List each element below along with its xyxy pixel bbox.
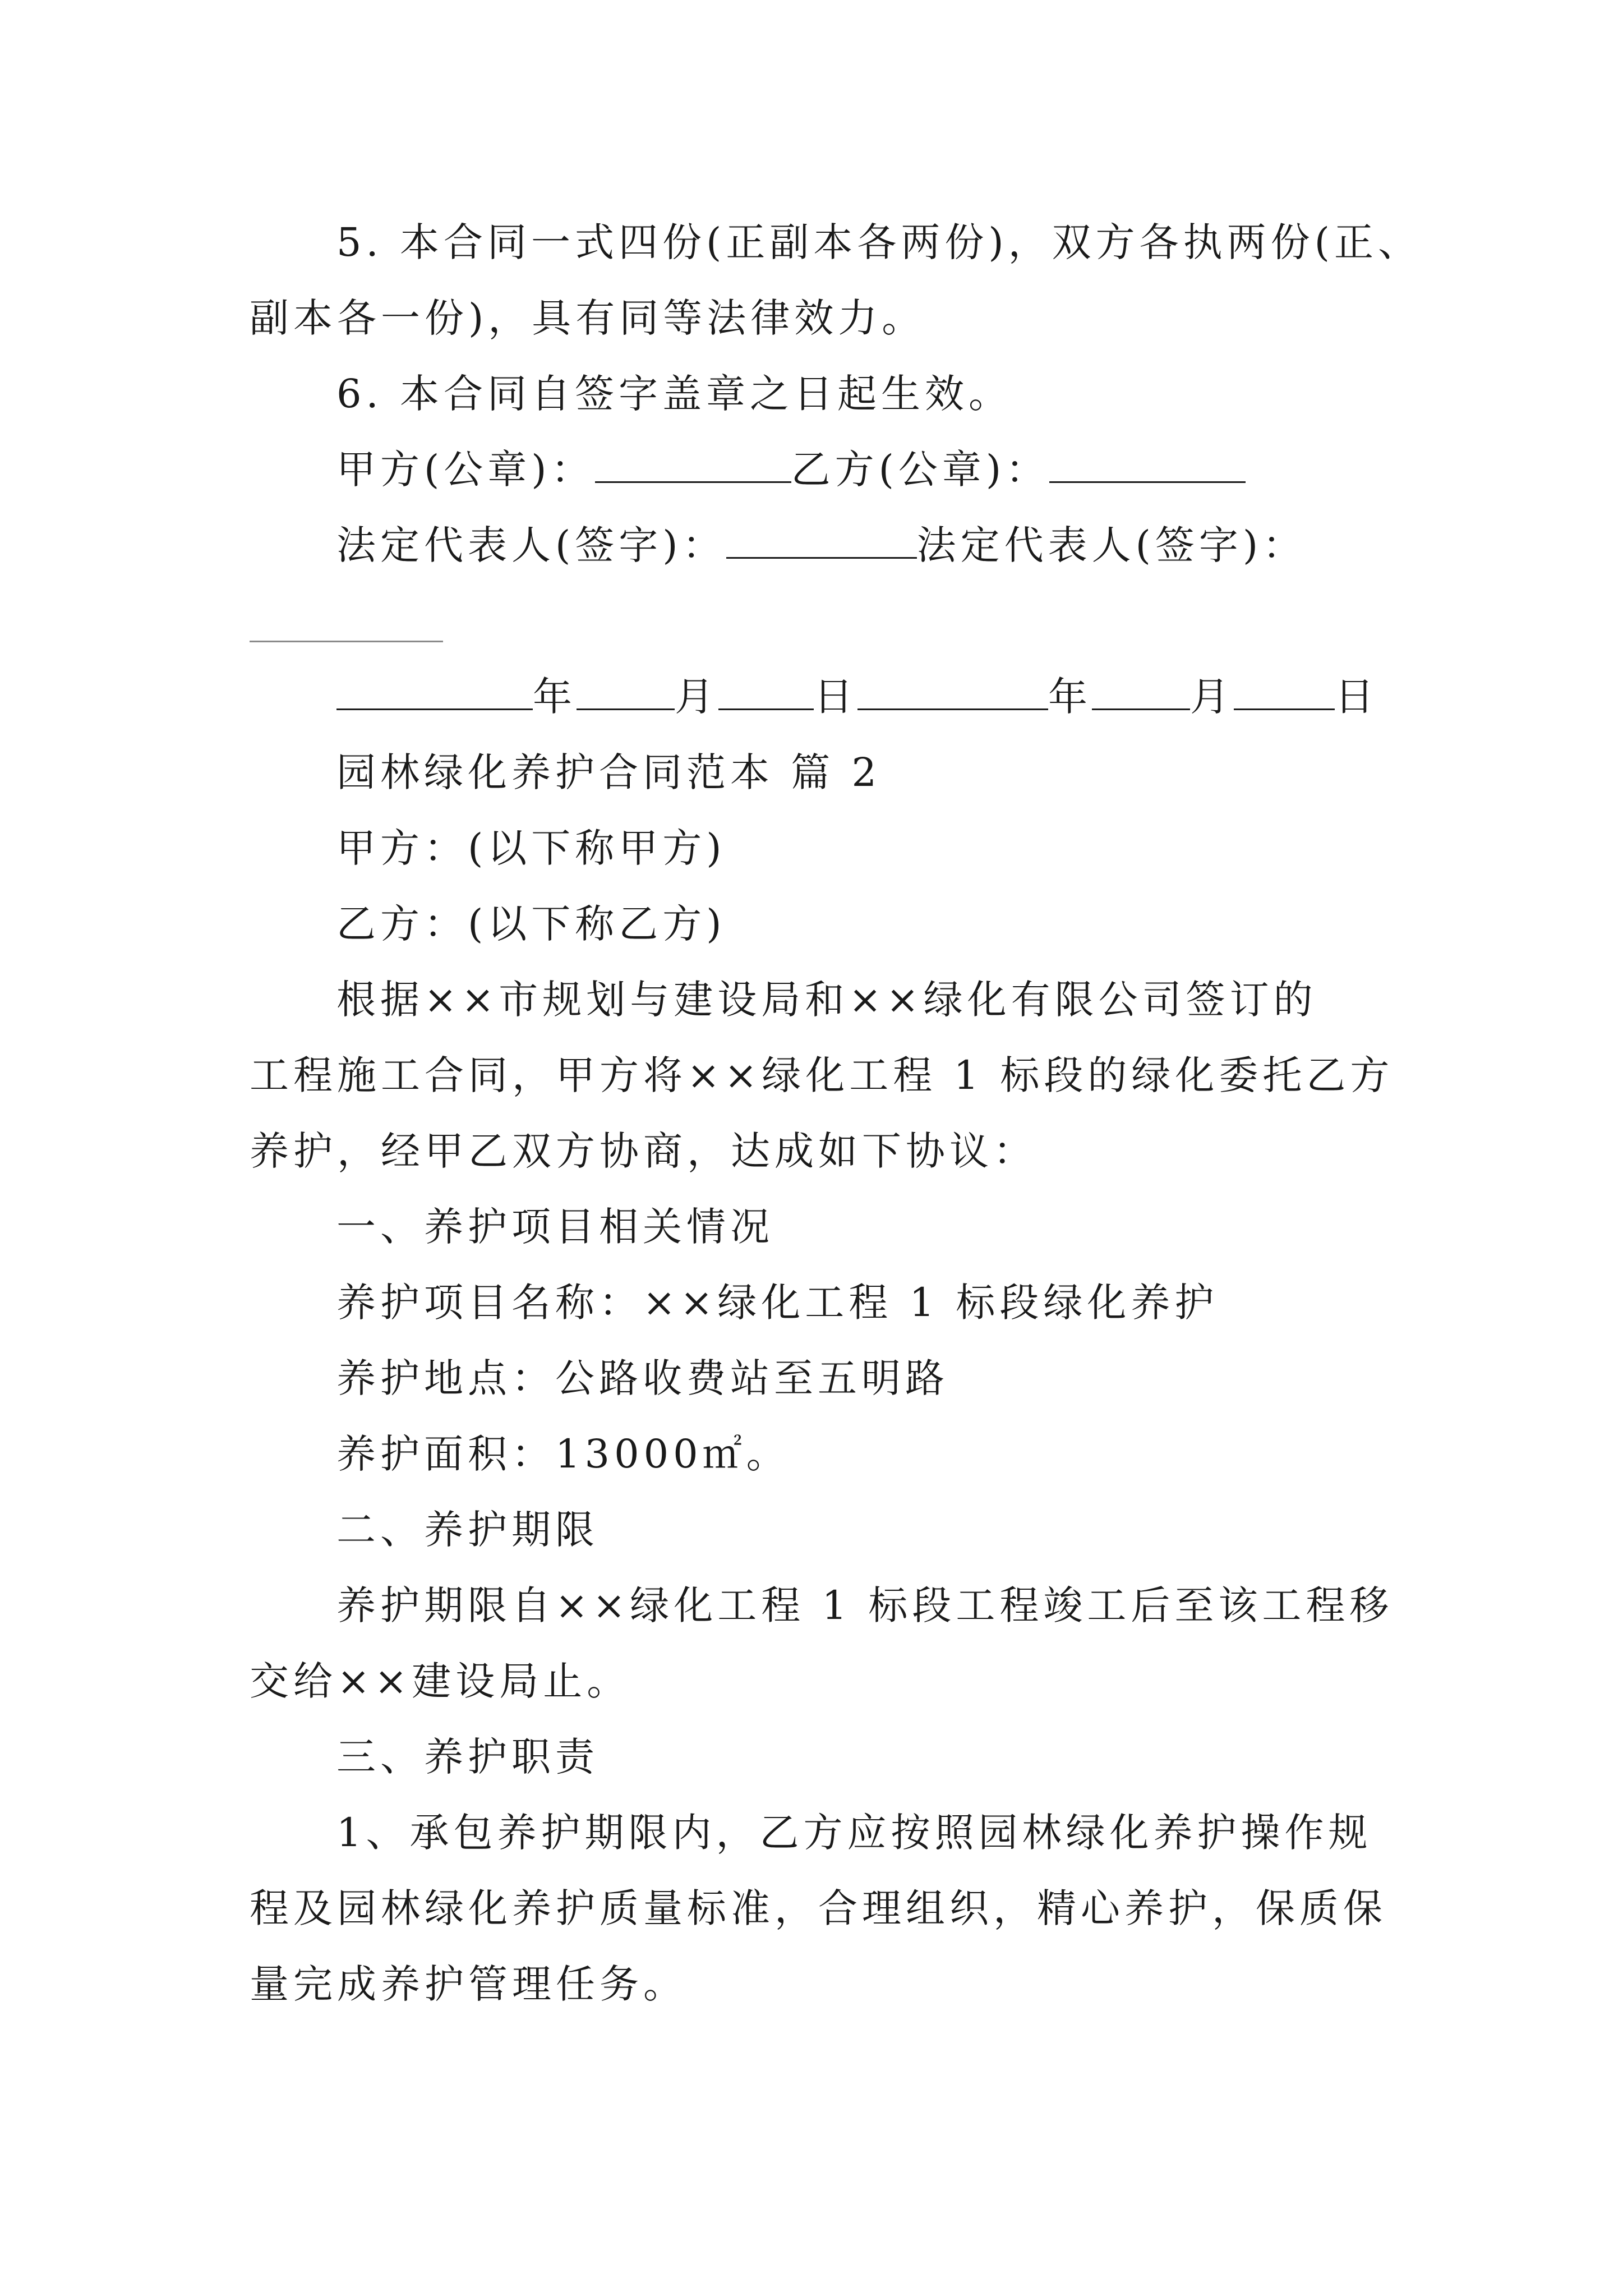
intro-line-2: 工程施工合同，甲方将××绿化工程 1 标段的绿化委托乙方 [250,1052,1394,1098]
clause-6: 6. 本合同自签字盖章之日起生效。 [336,371,1013,417]
party-a-line: 甲方：(以下称甲方) [336,825,726,871]
day-b-label: 日 [1335,674,1378,720]
duty1-line-1: 1、承包养护期限内，乙方应按照园林绿化养护操作规 [336,1810,1372,1856]
month-b-blank [1092,674,1190,710]
legal-rep-row [336,517,1306,573]
party-b-seal-blank [1049,447,1246,483]
day-a-label: 日 [814,674,857,720]
project-location: 养护地点：公路收费站至五明路 [336,1355,949,1401]
project-area: 养护面积：13000㎡。 [336,1431,790,1477]
section2-title: 园林绿化养护合同范本 篇 2 [336,749,882,795]
day-a-blank [718,674,814,710]
legal-rep-b-label: 法定代表人(签字)： [916,522,1307,568]
intro-line-1: 根据××市规划与建设局和××绿化有限公司签订的 [336,977,1317,1023]
party-a-seal-blank [595,447,791,483]
year-a-blank [336,674,533,710]
year-b-label: 年 [1048,674,1092,720]
legal-rep-a-label: 法定代表人(签字)： [336,522,726,568]
period-line-1: 养护期限自××绿化工程 1 标段工程竣工后至该工程移 [336,1582,1394,1628]
party-seal-row [336,441,1246,498]
party-b-line: 乙方：(以下称乙方) [336,901,726,947]
date-row [336,669,1378,725]
legal-rep-a-blank [726,522,917,559]
month-b-label: 月 [1190,674,1234,720]
heading-2: 二、养护期限 [336,1507,599,1553]
heading-1: 一、养护项目相关情况 [336,1204,774,1250]
duty1-line-3: 量完成养护管理任务。 [250,1961,687,2007]
legal-rep-b-blank [250,641,443,642]
month-a-blank [577,674,675,710]
year-a-label: 年 [533,674,577,720]
intro-line-3: 养护，经甲乙双方协商，达成如下协议： [250,1128,1037,1174]
clause-5-line-2: 副本各一份)，具有同等法律效力。 [250,295,926,341]
clause-5-line-1: 5. 本合同一式四份(正副本各两份)，双方各执两份(正、 [336,219,1422,265]
party-b-seal-label: 乙方(公章)： [791,447,1050,493]
project-name: 养护项目名称：××绿化工程 1 标段绿化养护 [336,1280,1219,1326]
year-b-blank [857,674,1048,710]
duty1-line-2: 程及园林绿化养护质量标准，合理组织，精心养护，保质保 [250,1885,1387,1931]
heading-3: 三、养护职责 [336,1734,599,1780]
period-line-2: 交给××建设局止。 [250,1658,631,1704]
month-a-label: 月 [675,674,718,720]
party-a-seal-label: 甲方(公章)： [336,447,595,493]
day-b-blank [1234,674,1335,710]
